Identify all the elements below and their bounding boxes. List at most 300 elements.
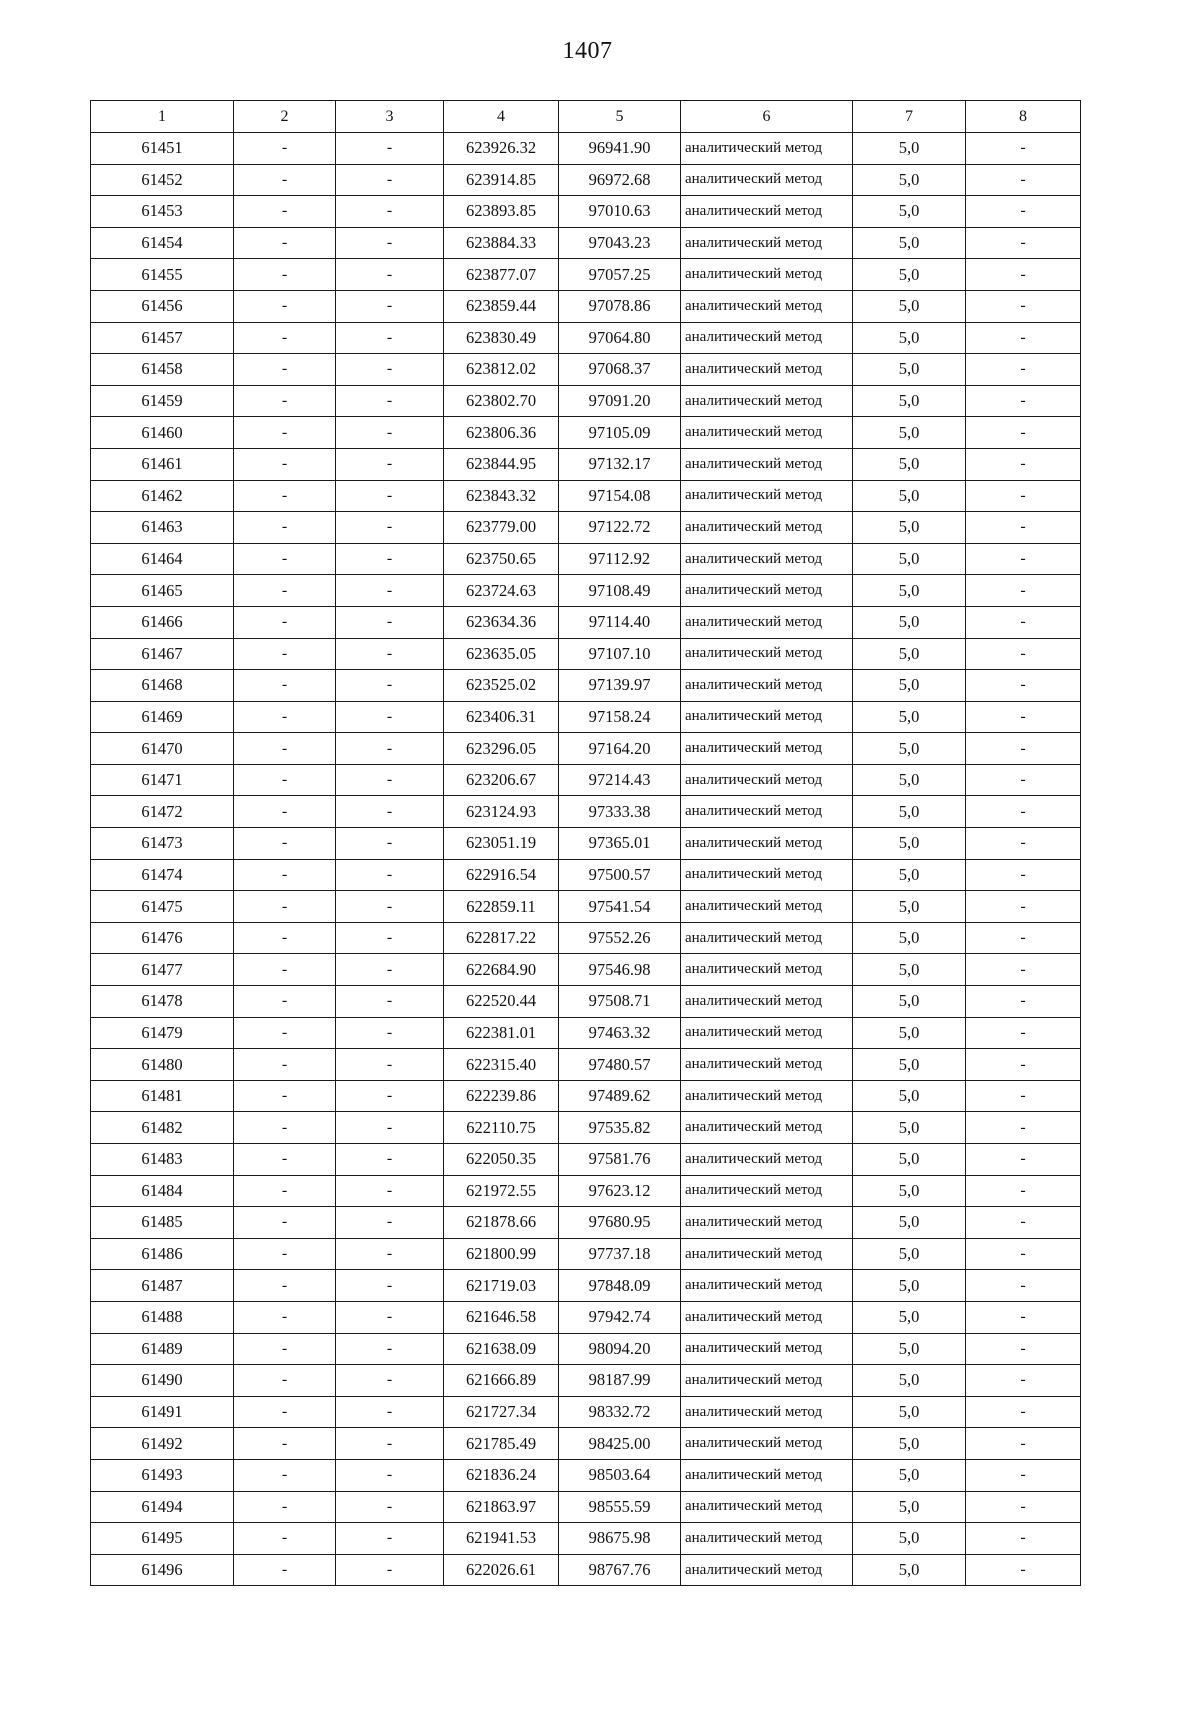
cell-accuracy: 5,0: [853, 1017, 966, 1049]
cell-method: аналитический метод: [681, 259, 853, 291]
cell-col-2: -: [234, 322, 336, 354]
cell-col-2: -: [234, 259, 336, 291]
cell-col-3: -: [336, 764, 444, 796]
cell-col-2: -: [234, 1523, 336, 1555]
cell-col-2: -: [234, 733, 336, 765]
cell-col-3: -: [336, 1175, 444, 1207]
cell-col-8: -: [966, 922, 1081, 954]
cell-coord-y: 97068.37: [559, 354, 681, 386]
cell-col-8: -: [966, 1207, 1081, 1239]
column-header-1: 1: [91, 101, 234, 133]
cell-point-number: 61491: [91, 1396, 234, 1428]
table-row: [91, 1301, 1081, 1333]
cell-coord-x: 621727.34: [444, 1396, 559, 1428]
cell-col-3: -: [336, 1333, 444, 1365]
cell-coord-y: 97091.20: [559, 385, 681, 417]
cell-col-8: -: [966, 1175, 1081, 1207]
table-row: [91, 575, 1081, 607]
cell-col-2: -: [234, 1144, 336, 1176]
cell-col-3: -: [336, 922, 444, 954]
cell-coord-x: 622520.44: [444, 986, 559, 1018]
cell-method: аналитический метод: [681, 1459, 853, 1491]
cell-accuracy: 5,0: [853, 133, 966, 165]
cell-accuracy: 5,0: [853, 954, 966, 986]
cell-method: аналитический метод: [681, 575, 853, 607]
cell-point-number: 61478: [91, 986, 234, 1018]
cell-col-8: -: [966, 1396, 1081, 1428]
cell-coord-x: 621646.58: [444, 1301, 559, 1333]
cell-method: аналитический метод: [681, 1144, 853, 1176]
cell-accuracy: 5,0: [853, 512, 966, 544]
cell-col-8: -: [966, 1301, 1081, 1333]
cell-col-3: -: [336, 733, 444, 765]
cell-coord-y: 98503.64: [559, 1459, 681, 1491]
cell-point-number: 61476: [91, 922, 234, 954]
table-row: [91, 859, 1081, 891]
cell-method: аналитический метод: [681, 1175, 853, 1207]
cell-col-8: -: [966, 1554, 1081, 1586]
cell-col-2: -: [234, 1428, 336, 1460]
cell-accuracy: 5,0: [853, 733, 966, 765]
cell-accuracy: 5,0: [853, 1144, 966, 1176]
cell-col-2: -: [234, 1333, 336, 1365]
cell-coord-y: 97064.80: [559, 322, 681, 354]
table-row: [91, 480, 1081, 512]
cell-col-3: -: [336, 1554, 444, 1586]
cell-method: аналитический метод: [681, 1017, 853, 1049]
cell-col-3: -: [336, 1301, 444, 1333]
cell-accuracy: 5,0: [853, 859, 966, 891]
cell-accuracy: 5,0: [853, 385, 966, 417]
cell-col-8: -: [966, 1491, 1081, 1523]
cell-accuracy: 5,0: [853, 196, 966, 228]
cell-method: аналитический метод: [681, 891, 853, 923]
table-row: [91, 322, 1081, 354]
cell-col-2: -: [234, 638, 336, 670]
cell-coord-x: 623877.07: [444, 259, 559, 291]
table-row: [91, 701, 1081, 733]
cell-col-2: -: [234, 448, 336, 480]
cell-col-2: -: [234, 1207, 336, 1239]
cell-accuracy: 5,0: [853, 986, 966, 1018]
cell-coord-x: 621941.53: [444, 1523, 559, 1555]
cell-coord-y: 97942.74: [559, 1301, 681, 1333]
cell-coord-x: 621836.24: [444, 1459, 559, 1491]
cell-col-2: -: [234, 196, 336, 228]
cell-point-number: 61475: [91, 891, 234, 923]
cell-col-8: -: [966, 764, 1081, 796]
cell-method: аналитический метод: [681, 638, 853, 670]
cell-method: аналитический метод: [681, 354, 853, 386]
cell-coord-y: 97158.24: [559, 701, 681, 733]
cell-col-3: -: [336, 1365, 444, 1397]
cell-method: аналитический метод: [681, 1365, 853, 1397]
table-row: [91, 1459, 1081, 1491]
cell-accuracy: 5,0: [853, 322, 966, 354]
cell-col-3: -: [336, 512, 444, 544]
cell-coord-x: 622110.75: [444, 1112, 559, 1144]
cell-col-3: -: [336, 1238, 444, 1270]
cell-point-number: 61470: [91, 733, 234, 765]
cell-col-3: -: [336, 385, 444, 417]
cell-point-number: 61484: [91, 1175, 234, 1207]
cell-point-number: 61462: [91, 480, 234, 512]
cell-accuracy: 5,0: [853, 259, 966, 291]
cell-col-2: -: [234, 828, 336, 860]
cell-col-2: -: [234, 1017, 336, 1049]
table-row: [91, 1049, 1081, 1081]
cell-col-3: -: [336, 322, 444, 354]
cell-accuracy: 5,0: [853, 922, 966, 954]
cell-coord-x: 621638.09: [444, 1333, 559, 1365]
cell-accuracy: 5,0: [853, 1365, 966, 1397]
cell-col-3: -: [336, 891, 444, 923]
table-row: [91, 1396, 1081, 1428]
cell-coord-x: 622916.54: [444, 859, 559, 891]
cell-coord-y: 98332.72: [559, 1396, 681, 1428]
cell-accuracy: 5,0: [853, 1301, 966, 1333]
cell-coord-x: 622050.35: [444, 1144, 559, 1176]
cell-method: аналитический метод: [681, 1428, 853, 1460]
cell-method: аналитический метод: [681, 1080, 853, 1112]
table-row: [91, 1365, 1081, 1397]
table-row: [91, 1270, 1081, 1302]
cell-col-3: -: [336, 1207, 444, 1239]
cell-coord-x: 621800.99: [444, 1238, 559, 1270]
cell-col-2: -: [234, 1491, 336, 1523]
cell-col-2: -: [234, 701, 336, 733]
cell-point-number: 61472: [91, 796, 234, 828]
cell-col-2: -: [234, 670, 336, 702]
cell-coord-x: 623635.05: [444, 638, 559, 670]
cell-coord-y: 97480.57: [559, 1049, 681, 1081]
column-header-5: 5: [559, 101, 681, 133]
cell-col-2: -: [234, 1270, 336, 1302]
cell-coord-y: 98094.20: [559, 1333, 681, 1365]
table-row: [91, 638, 1081, 670]
cell-col-3: -: [336, 1523, 444, 1555]
table-row: [91, 1554, 1081, 1586]
cell-col-3: -: [336, 448, 444, 480]
cell-coord-y: 97078.86: [559, 290, 681, 322]
cell-point-number: 61461: [91, 448, 234, 480]
cell-coord-y: 97623.12: [559, 1175, 681, 1207]
table-row: [91, 417, 1081, 449]
cell-coord-y: 98675.98: [559, 1523, 681, 1555]
cell-coord-x: 623051.19: [444, 828, 559, 860]
cell-coord-x: 622315.40: [444, 1049, 559, 1081]
cell-coord-y: 97139.97: [559, 670, 681, 702]
table-row: [91, 1491, 1081, 1523]
cell-accuracy: 5,0: [853, 480, 966, 512]
cell-col-2: -: [234, 1080, 336, 1112]
cell-method: аналитический метод: [681, 1554, 853, 1586]
cell-col-8: -: [966, 1333, 1081, 1365]
table-row: [91, 1017, 1081, 1049]
cell-col-3: -: [336, 164, 444, 196]
cell-col-8: -: [966, 543, 1081, 575]
table-row: [91, 986, 1081, 1018]
cell-coord-y: 97214.43: [559, 764, 681, 796]
cell-coord-y: 97114.40: [559, 606, 681, 638]
cell-coord-y: 96972.68: [559, 164, 681, 196]
cell-method: аналитический метод: [681, 1523, 853, 1555]
table-row: [91, 448, 1081, 480]
cell-method: аналитический метод: [681, 670, 853, 702]
cell-col-2: -: [234, 922, 336, 954]
cell-col-2: -: [234, 954, 336, 986]
cell-point-number: 61471: [91, 764, 234, 796]
cell-point-number: 61456: [91, 290, 234, 322]
cell-point-number: 61465: [91, 575, 234, 607]
cell-method: аналитический метод: [681, 922, 853, 954]
cell-accuracy: 5,0: [853, 1554, 966, 1586]
cell-accuracy: 5,0: [853, 164, 966, 196]
column-header-7: 7: [853, 101, 966, 133]
cell-point-number: 61468: [91, 670, 234, 702]
cell-point-number: 61464: [91, 543, 234, 575]
cell-point-number: 61495: [91, 1523, 234, 1555]
cell-col-8: -: [966, 1112, 1081, 1144]
cell-col-2: -: [234, 1365, 336, 1397]
table-row: [91, 954, 1081, 986]
cell-accuracy: 5,0: [853, 1333, 966, 1365]
cell-coord-y: 97333.38: [559, 796, 681, 828]
cell-coord-x: 621863.97: [444, 1491, 559, 1523]
cell-col-2: -: [234, 227, 336, 259]
table-row: [91, 1144, 1081, 1176]
cell-col-8: -: [966, 828, 1081, 860]
cell-col-3: -: [336, 1270, 444, 1302]
column-header-2: 2: [234, 101, 336, 133]
cell-col-3: -: [336, 480, 444, 512]
cell-accuracy: 5,0: [853, 448, 966, 480]
cell-accuracy: 5,0: [853, 764, 966, 796]
cell-col-2: -: [234, 764, 336, 796]
cell-point-number: 61496: [91, 1554, 234, 1586]
cell-accuracy: 5,0: [853, 1396, 966, 1428]
cell-coord-x: 623843.32: [444, 480, 559, 512]
cell-point-number: 61473: [91, 828, 234, 860]
cell-accuracy: 5,0: [853, 828, 966, 860]
cell-col-8: -: [966, 385, 1081, 417]
cell-method: аналитический метод: [681, 1396, 853, 1428]
cell-method: аналитический метод: [681, 512, 853, 544]
cell-method: аналитический метод: [681, 1238, 853, 1270]
cell-coord-y: 98187.99: [559, 1365, 681, 1397]
cell-coord-x: 622684.90: [444, 954, 559, 986]
table-row: [91, 828, 1081, 860]
cell-accuracy: 5,0: [853, 575, 966, 607]
cell-coord-x: 623206.67: [444, 764, 559, 796]
cell-accuracy: 5,0: [853, 670, 966, 702]
cell-method: аналитический метод: [681, 701, 853, 733]
cell-col-3: -: [336, 227, 444, 259]
cell-accuracy: 5,0: [853, 1112, 966, 1144]
cell-method: аналитический метод: [681, 385, 853, 417]
cell-col-8: -: [966, 1017, 1081, 1049]
cell-coord-y: 97132.17: [559, 448, 681, 480]
cell-col-2: -: [234, 1175, 336, 1207]
table-row: [91, 1112, 1081, 1144]
cell-col-8: -: [966, 196, 1081, 228]
cell-coord-x: 623926.32: [444, 133, 559, 165]
cell-point-number: 61479: [91, 1017, 234, 1049]
cell-accuracy: 5,0: [853, 796, 966, 828]
cell-point-number: 61490: [91, 1365, 234, 1397]
cell-method: аналитический метод: [681, 543, 853, 575]
column-header-3: 3: [336, 101, 444, 133]
cell-coord-x: 621878.66: [444, 1207, 559, 1239]
cell-col-2: -: [234, 891, 336, 923]
cell-method: аналитический метод: [681, 196, 853, 228]
cell-coord-y: 97154.08: [559, 480, 681, 512]
cell-coord-y: 97581.76: [559, 1144, 681, 1176]
cell-col-2: -: [234, 1112, 336, 1144]
cell-col-3: -: [336, 1112, 444, 1144]
cell-point-number: 61485: [91, 1207, 234, 1239]
cell-col-8: -: [966, 1080, 1081, 1112]
cell-col-3: -: [336, 670, 444, 702]
cell-point-number: 61460: [91, 417, 234, 449]
cell-col-2: -: [234, 796, 336, 828]
cell-col-8: -: [966, 638, 1081, 670]
cell-point-number: 61454: [91, 227, 234, 259]
table-row: [91, 354, 1081, 386]
cell-col-2: -: [234, 417, 336, 449]
cell-col-8: -: [966, 1459, 1081, 1491]
cell-col-2: -: [234, 1554, 336, 1586]
cell-coord-x: 621666.89: [444, 1365, 559, 1397]
cell-col-8: -: [966, 290, 1081, 322]
cell-accuracy: 5,0: [853, 1459, 966, 1491]
table-row: [91, 385, 1081, 417]
cell-col-8: -: [966, 133, 1081, 165]
table-row: [91, 1238, 1081, 1270]
table-row: [91, 133, 1081, 165]
cell-method: аналитический метод: [681, 448, 853, 480]
cell-method: аналитический метод: [681, 164, 853, 196]
table-body: [91, 133, 1081, 1586]
cell-col-2: -: [234, 290, 336, 322]
cell-col-8: -: [966, 1144, 1081, 1176]
cell-col-2: -: [234, 354, 336, 386]
cell-col-3: -: [336, 606, 444, 638]
cell-col-3: -: [336, 828, 444, 860]
cell-coord-y: 97489.62: [559, 1080, 681, 1112]
cell-accuracy: 5,0: [853, 227, 966, 259]
cell-col-8: -: [966, 796, 1081, 828]
cell-col-2: -: [234, 1049, 336, 1081]
cell-coord-x: 622381.01: [444, 1017, 559, 1049]
table-row: [91, 796, 1081, 828]
cell-col-8: -: [966, 986, 1081, 1018]
cell-coord-x: 621972.55: [444, 1175, 559, 1207]
cell-col-8: -: [966, 164, 1081, 196]
cell-point-number: 61459: [91, 385, 234, 417]
cell-accuracy: 5,0: [853, 1428, 966, 1460]
cell-col-2: -: [234, 859, 336, 891]
cell-coord-y: 97848.09: [559, 1270, 681, 1302]
cell-col-2: -: [234, 575, 336, 607]
cell-coord-x: 623884.33: [444, 227, 559, 259]
cell-point-number: 61453: [91, 196, 234, 228]
coordinates-table: [90, 100, 1081, 1586]
cell-accuracy: 5,0: [853, 354, 966, 386]
cell-coord-x: 623806.36: [444, 417, 559, 449]
cell-coord-x: 623914.85: [444, 164, 559, 196]
table-row: [91, 1428, 1081, 1460]
cell-col-2: -: [234, 164, 336, 196]
cell-coord-x: 623750.65: [444, 543, 559, 575]
cell-method: аналитический метод: [681, 1333, 853, 1365]
cell-col-8: -: [966, 1238, 1081, 1270]
cell-col-2: -: [234, 1459, 336, 1491]
cell-accuracy: 5,0: [853, 1238, 966, 1270]
cell-method: аналитический метод: [681, 290, 853, 322]
cell-coord-y: 97541.54: [559, 891, 681, 923]
cell-coord-y: 97463.32: [559, 1017, 681, 1049]
cell-method: аналитический метод: [681, 480, 853, 512]
column-header-6: 6: [681, 101, 853, 133]
column-header-4: 4: [444, 101, 559, 133]
cell-coord-y: 97043.23: [559, 227, 681, 259]
cell-point-number: 61480: [91, 1049, 234, 1081]
cell-col-2: -: [234, 606, 336, 638]
cell-method: аналитический метод: [681, 1491, 853, 1523]
cell-col-8: -: [966, 701, 1081, 733]
cell-method: аналитический метод: [681, 828, 853, 860]
cell-point-number: 61482: [91, 1112, 234, 1144]
cell-col-3: -: [336, 1428, 444, 1460]
cell-col-2: -: [234, 512, 336, 544]
cell-accuracy: 5,0: [853, 1523, 966, 1555]
cell-point-number: 61493: [91, 1459, 234, 1491]
cell-col-8: -: [966, 954, 1081, 986]
cell-accuracy: 5,0: [853, 1270, 966, 1302]
table-row: [91, 670, 1081, 702]
cell-col-3: -: [336, 196, 444, 228]
cell-col-8: -: [966, 1365, 1081, 1397]
cell-col-8: -: [966, 891, 1081, 923]
cell-coord-x: 623724.63: [444, 575, 559, 607]
cell-point-number: 61469: [91, 701, 234, 733]
page-number: 1407: [562, 38, 613, 64]
cell-col-8: -: [966, 354, 1081, 386]
cell-accuracy: 5,0: [853, 606, 966, 638]
cell-col-3: -: [336, 133, 444, 165]
cell-coord-x: 621785.49: [444, 1428, 559, 1460]
cell-col-2: -: [234, 1396, 336, 1428]
cell-col-3: -: [336, 796, 444, 828]
cell-coord-y: 97122.72: [559, 512, 681, 544]
cell-coord-y: 96941.90: [559, 133, 681, 165]
cell-coord-y: 98555.59: [559, 1491, 681, 1523]
cell-coord-x: 623634.36: [444, 606, 559, 638]
cell-method: аналитический метод: [681, 1301, 853, 1333]
cell-col-8: -: [966, 322, 1081, 354]
cell-col-3: -: [336, 859, 444, 891]
cell-coord-x: 623844.95: [444, 448, 559, 480]
cell-point-number: 61458: [91, 354, 234, 386]
table-row: [91, 891, 1081, 923]
cell-point-number: 61488: [91, 1301, 234, 1333]
cell-accuracy: 5,0: [853, 543, 966, 575]
cell-coord-y: 97680.95: [559, 1207, 681, 1239]
cell-col-8: -: [966, 1428, 1081, 1460]
cell-col-3: -: [336, 575, 444, 607]
cell-col-3: -: [336, 701, 444, 733]
